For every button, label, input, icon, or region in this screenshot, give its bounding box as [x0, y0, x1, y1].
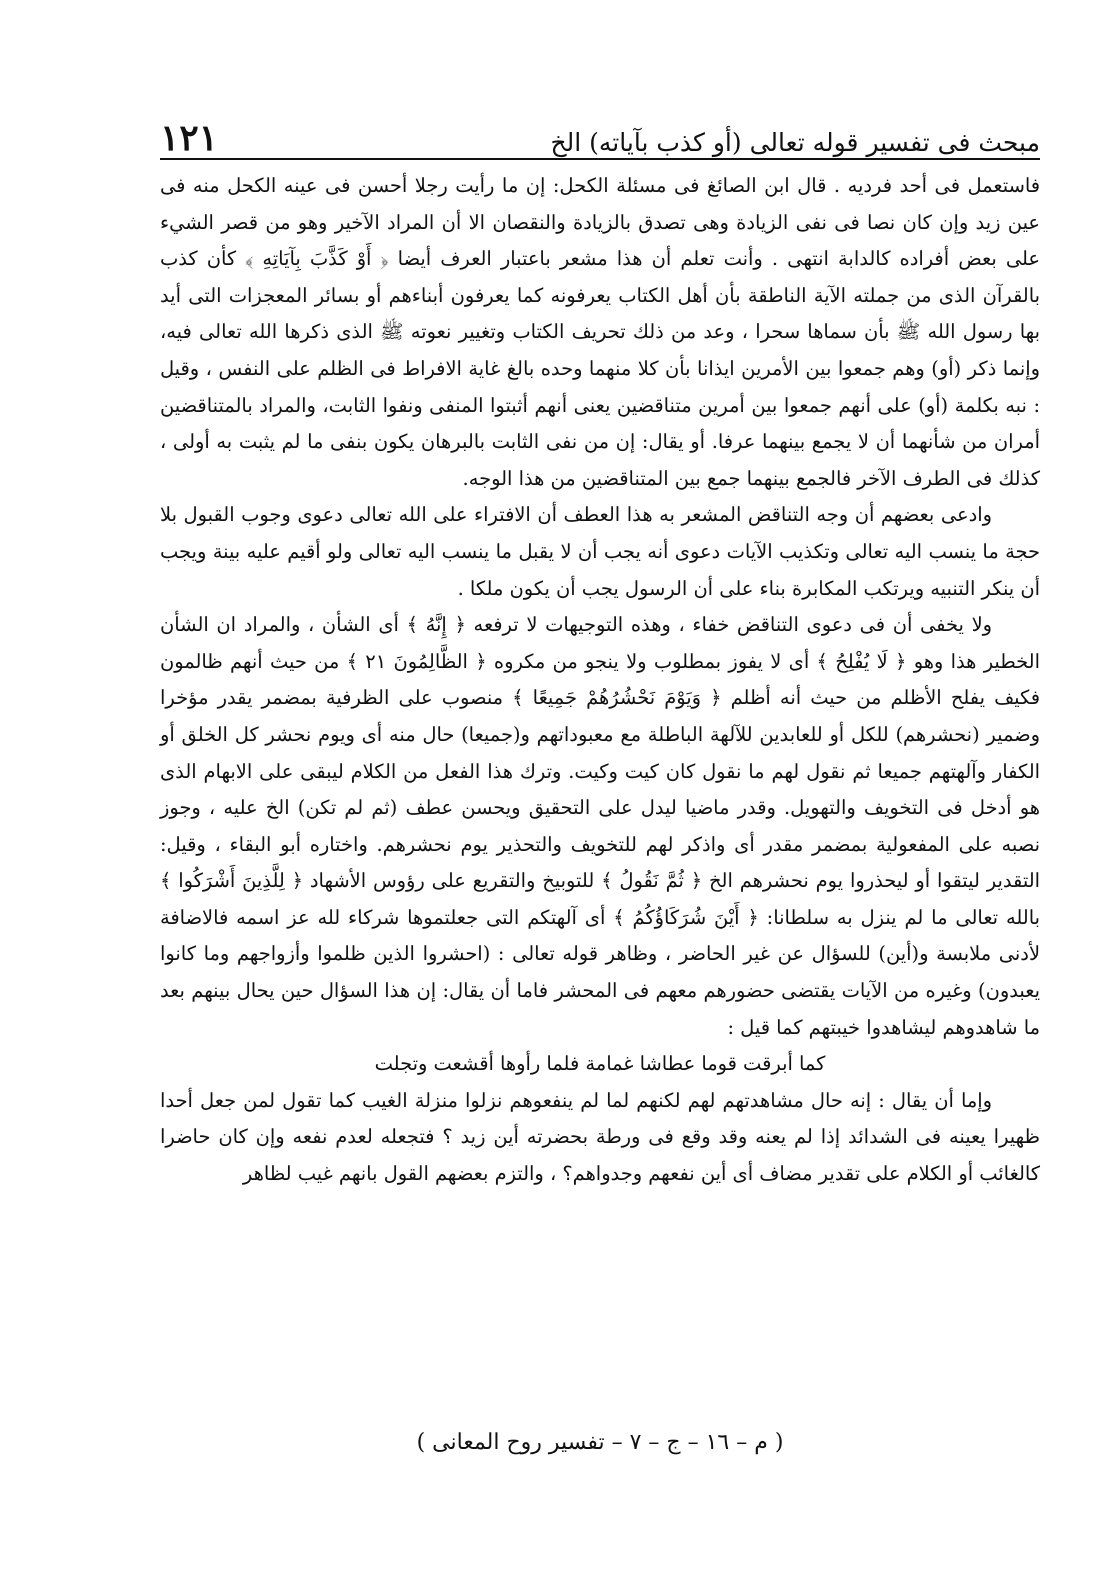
- paragraph: فاستعمل فى أحد فرديه . قال ابن الصائغ فى مسئلة الكحل: إن ما رأيت رجلا أحسن فى عينه الكحل منه فى عين زيد وإن كان نصا فى نفى الزيادة وهى تصدق بالزيادة والنقصان الا أن المراد الآخير وهو من قصر الشيء على بعض أفراده كالدابة انتهى . وأنت تعلم أن هذا مشعر باعتبار العرف أيضا ﴿ أَوْ كَذَّبَ بِآيَاتِهِ ﴾ كأن كذب بالقرآن الذى من جملته الآية الناطقة بأن أهل الكتاب يعرفونه كما يعرفون أبناءهم أو بسائر المعجزات التى أيد بها رسول الله ﷺ بأن سماها سحرا ، وعد من ذلك تحريف الكتاب وتغيير نعوته ﷺ الذى ذكرها الله تعالى فيه، وإنما ذكر (أو) وهم جمعوا بين الأمرين ايذانا بأن كلا منهما وحده بالغ غاية الافراط فى الظلم على النفس ، وقيل : نبه بكلمة (أو) على أنهم جمعوا بين أمرين متناقضين يعنى أنهم أثبتوا المنفى ونفوا الثابت، والمراد بالمتناقضين أمران من شأنهما أن لا يجمع بينهما عرفا. أو يقال: إن من نفى الثابت بالبرهان يكون بنفى ما لم يثبت به أولى ، كذلك فى الطرف الآخر فالجمع بينهما جمع بين المتناقضين من هذا الوجه.: [160, 174, 1040, 490]
- page-header: [160, 104, 1040, 159]
- paragraph: ولا يخفى أن فى دعوى التناقض خفاء ، وهذه التوجيهات لا ترفعه ﴿ إِنَّهُ ﴾ أى الشأن ، والمراد ان الشأن الخطير هذا وهو ﴿ لَا يُفْلِحُ ﴾ أى لا يفوز بمطلوب ولا ينجو من مكروه ﴿ الظَّالِمُونَ ٢١ ﴾ من حيث أنهم ظالمون فكيف يفلح الأظلم من حيث أنه أظلم ﴿ وَيَوْمَ نَحْشُرُهُمْ جَمِيعًا ﴾ منصوب على الظرفية بمضمر يقدر مؤخرا وضمير (نحشرهم) للكل أو للعابدين للآلهة الباطلة مع معبوداتهم و(جميعا) حال منه أى ويوم نحشر كل الخلق أو الكفار وآلهتهم جميعا ثم نقول لهم ما نقول كان كيت وكيت. وترك هذا الفعل من الكلام ليبقى على الابهام الذى هو أدخل فى التخويف والتهويل. وقدر ماضيا ليدل على التحقيق ويحسن عطف (ثم لم تكن) الخ عليه ، وجوز نصبه على المفعولية بمضمر مقدر أى واذكر لهم للتخويف والتحذير يوم نحشرهم. واختاره أبو البقاء ، وقيل: التقدير ليتقوا أو ليحذروا يوم نحشرهم الخ ﴿ ثُمَّ نَقُولُ ﴾ للتوبيخ والتقريع على رؤوس الأشهاد ﴿ لِلَّذِينَ أَشْرَكُوا ﴾ بالله تعالى ما لم ينزل به سلطانا: ﴿ أَيْنَ شُرَكَاؤُكُمُ ﴾ أى آلهتكم التى جعلتموها شركاء لله عز اسمه فالاضافة لأدنى ملابسة و(أين) للسؤال عن غير الحاضر ، وظاهر قوله تعالى : (احشروا الذين ظلموا وأزواجهم وما كانوا يعبدون) وغيره من الآيات يقتضى حضورهم معهم فى المحشر فاما أن يقال: إن هذا السؤال حين يحال بينهم بعد ما شاهدوهم ليشاهدوا خيبتهم كما قيل :: [160, 613, 1040, 1039]
- body-text: [160, 168, 1040, 1193]
- page-number: ١٢١: [160, 117, 219, 159]
- header-divider: [160, 158, 1040, 160]
- poetry-verse: كما أبرقت قوما عطاشا غمامة فلما رأوها أقشعت وتجلت: [374, 1052, 826, 1076]
- paragraph: وإما أن يقال : إنه حال مشاهدتهم لهم لكنهم لما لم ينفعوهم نزلوا منزلة الغيب كما تقول لمن جعل أحدا ظهيرا يعينه فى الشدائد إذا لم يعنه وقد وقع فى ورطة بحضرته أين زيد ؟ فتجعله لعدم نفعه وإن كان حاضرا كالغائب أو الكلام على تقدير مضاف أى أين نفعهم وجدواهم؟ ، والتزم بعضهم القول بانهم غيب لظاهر: [160, 1088, 1040, 1186]
- paragraph: وادعى بعضهم أن وجه التناقض المشعر به هذا العطف أن الافتراء على الله تعالى دعوى وجوب القبول بلا حجة ما ينسب اليه تعالى وتكذيب الآيات دعوى أنه يجب أن لا يقبل ما ينسب اليه تعالى ولو أقيم عليه بينة ويجب أن ينكر التنبيه ويرتكب المكابرة بناء على أن الرسول يجب أن يكون ملكا .: [160, 503, 1040, 600]
- running-title: مبحث فى تفسير قوله تعالى (أو كذب بآياته) الخ: [550, 127, 1040, 157]
- signature-footer: ( م – ١٦ – ج – ٧ – تفسير روح المعانى ): [416, 1430, 784, 1455]
